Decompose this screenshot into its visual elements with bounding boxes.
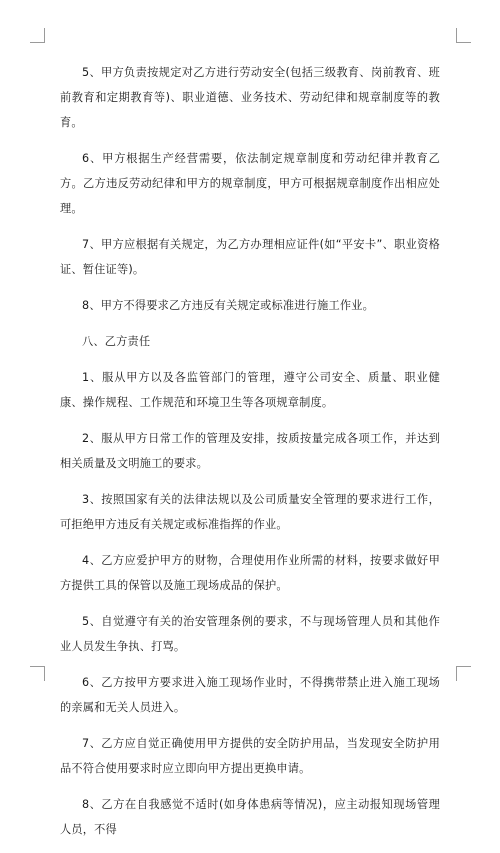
paragraph-party-a-clause-5: 5、甲方负责按规定对乙方进行劳动安全(包括三级教育、岗前教育、班前教育和定期教育等)、职业道德、业务技术、劳动纪律和规章制度等的教育。 [60,66,440,129]
paragraph-party-b-clause-3: 3、按照国家有关的法律法规以及公司质量安全管理的要求进行工作，可拒绝甲方违反有关规定或标准指挥的作业。 [60,493,440,531]
paragraph-party-b-clause-2: 2、服从甲方日常工作的管理及安排，按质按量完成各项工作，并达到相关质量及文明施工的要求。 [60,432,440,470]
paragraph-party-b-clause-1: 1、服从甲方以及各监管部门的管理，遵守公司安全、质量、职业健康、操作规程、工作规范和环境卫生等各项规章制度。 [60,371,440,409]
crop-mark-bottom-right [456,666,471,681]
paragraph-party-a-clause-6: 6、甲方根据生产经营需要，依法制定规章制度和劳动纪律并教育乙方。乙方违反劳动纪律和甲方的规章制度，甲方可根据规章制度作出相应处理。 [60,152,440,215]
paragraph-party-b-clause-7: 7、乙方应自觉正确使用甲方提供的安全防护用品，当发现安全防护用品不符合使用要求时应立即向甲方提出更换申请。 [60,737,440,775]
crop-mark-top-left [30,28,45,43]
document-body [60,60,440,853]
paragraph-party-b-clause-6: 6、乙方按甲方要求进入施工现场作业时，不得携带禁止进入施工现场的亲属和无关人员进入。 [60,676,440,714]
paragraph-party-b-clause-8: 8、乙方在自我感觉不适时(如身体患病等情况)，应主动报知现场管理人员，不得 [60,798,440,836]
crop-mark-bottom-left [30,666,45,681]
paragraph-party-a-clause-8: 8、甲方不得要求乙方违反有关规定或标准进行施工作业。 [82,299,375,312]
paragraph-party-b-clause-5: 5、自觉遵守有关的治安管理条例的要求，不与现场管理人员和其他作业人员发生争执、打骂。 [60,615,440,653]
section-heading-party-b-duties: 八、乙方责任 [82,335,151,348]
crop-mark-top-right [456,28,471,43]
paragraph-party-a-clause-7: 7、甲方应根据有关规定，为乙方办理相应证件(如“平安卡”、职业资格证、暂住证等)。 [60,238,440,276]
paragraph-party-b-clause-4: 4、乙方应爱护甲方的财物，合理使用作业所需的材料，按要求做好甲方提供工具的保管以及施工现场成品的保护。 [60,554,440,592]
